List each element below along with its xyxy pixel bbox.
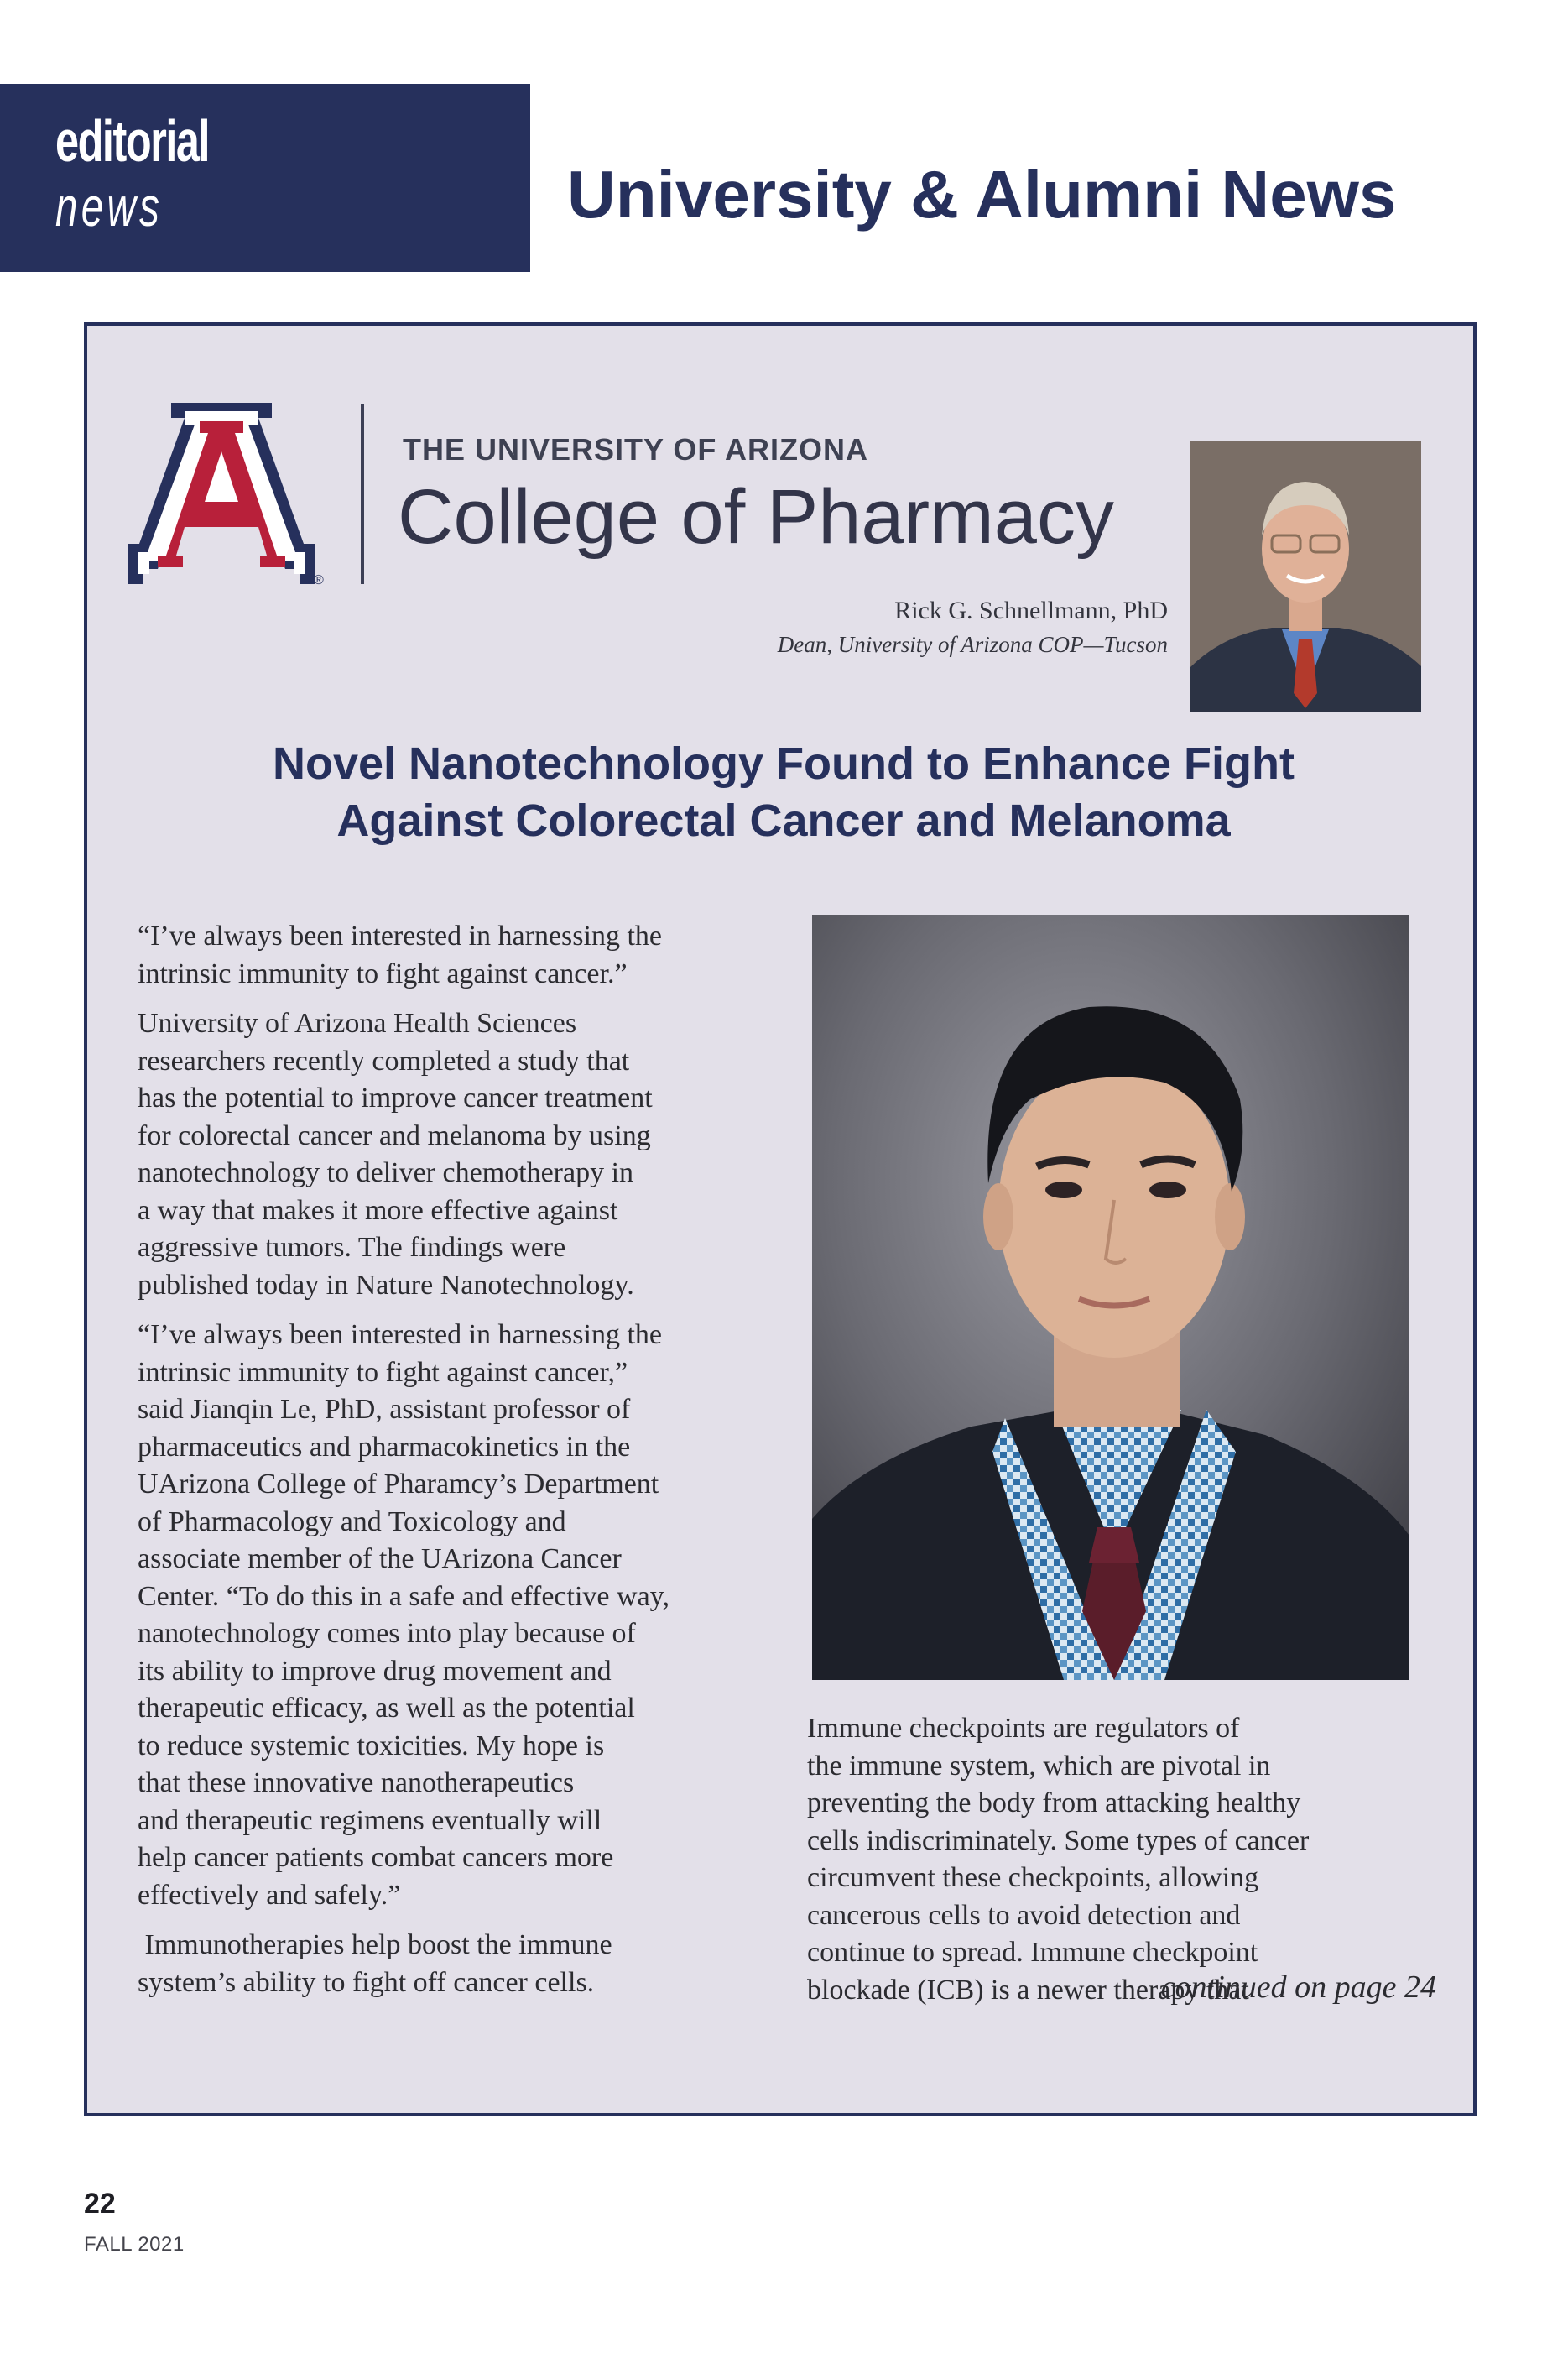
body-paragraph: Immune checkpoints are regulators of the immune system, which are pivotal in preventing the body from attacking healthy cells indiscriminately. Some types of cancer circumvent these checkpoints, allowing cancerous cells to avoid detection and continue to spread. Immune checkpoint blockade (ICB) is a newer therapy that xyxy=(807,1713,1310,2006)
body-paragraph: Immunotherapies help boost the immune system’s ability to fight off cancer cells. xyxy=(138,1929,612,1998)
article-headline xyxy=(205,735,1362,849)
dean-title: Dean, University of Arizona COP—Tucson xyxy=(777,632,1168,657)
article-panel xyxy=(84,322,1477,2116)
block-a-icon xyxy=(128,403,315,584)
tag-word-news: news xyxy=(55,175,164,237)
dean-name: Rick G. Schnellmann, PhD xyxy=(894,597,1168,624)
body-paragraph: University of Arizona Health Sciences researchers recently completed a study that has the potential to improve cancer treatment for colorectal cancer and melanoma by using nanotechnology to deliver chemotherapy in a way that makes it more effective against aggressive tumors. The findings were published today in Nature Nanotechnology. xyxy=(138,1008,653,1301)
section-title: University & Alumni News xyxy=(567,157,1397,232)
logo-divider xyxy=(361,404,364,584)
dean-portrait-photo xyxy=(1190,441,1421,712)
college-name: College of Pharmacy xyxy=(398,474,1114,560)
headline-line: Against Colorectal Cancer and Melanoma xyxy=(336,796,1231,846)
page-number: 22 xyxy=(84,2188,116,2220)
tag-word-editorial: editorial xyxy=(55,108,210,174)
pull-quote-paragraph: “I’ve always been interested in harnessing the intrinsic immunity to fight against cancer.” xyxy=(138,921,662,989)
registered-mark: ® xyxy=(314,573,324,587)
researcher-portrait-photo xyxy=(812,915,1409,1680)
issue-label: FALL 2021 xyxy=(84,2233,185,2256)
article-left-column xyxy=(138,918,758,2014)
editorial-news-tag xyxy=(0,84,530,272)
continued-on-page-link[interactable]: continued on page 24 xyxy=(1160,1970,1436,2005)
university-name: THE UNIVERSITY OF ARIZONA xyxy=(403,432,869,467)
headline-line: Novel Nanotechnology Found to Enhance Fight xyxy=(273,738,1295,789)
university-of-arizona-logo xyxy=(124,401,324,587)
body-paragraph: “I’ve always been interested in harnessing the intrinsic immunity to fight against cancer,” said Jianqin Le, PhD, assistant professor of pharmaceutics and pharmacokinetics in the UArizona College of Pharamcy’s Department of Pharmacology and Toxicology and associate member of the UArizona Cancer Center. “To do this in a safe and effective way, nanotechnology comes into play because of its ability to improve drug movement and therapeutic efficacy, as well as the potential to reduce systemic toxicities. My hope is that these innovative nanotherapeutics and therapeutic regimens eventually will help cancer patients combat cancers more effectively and safely.” xyxy=(138,1319,669,1911)
